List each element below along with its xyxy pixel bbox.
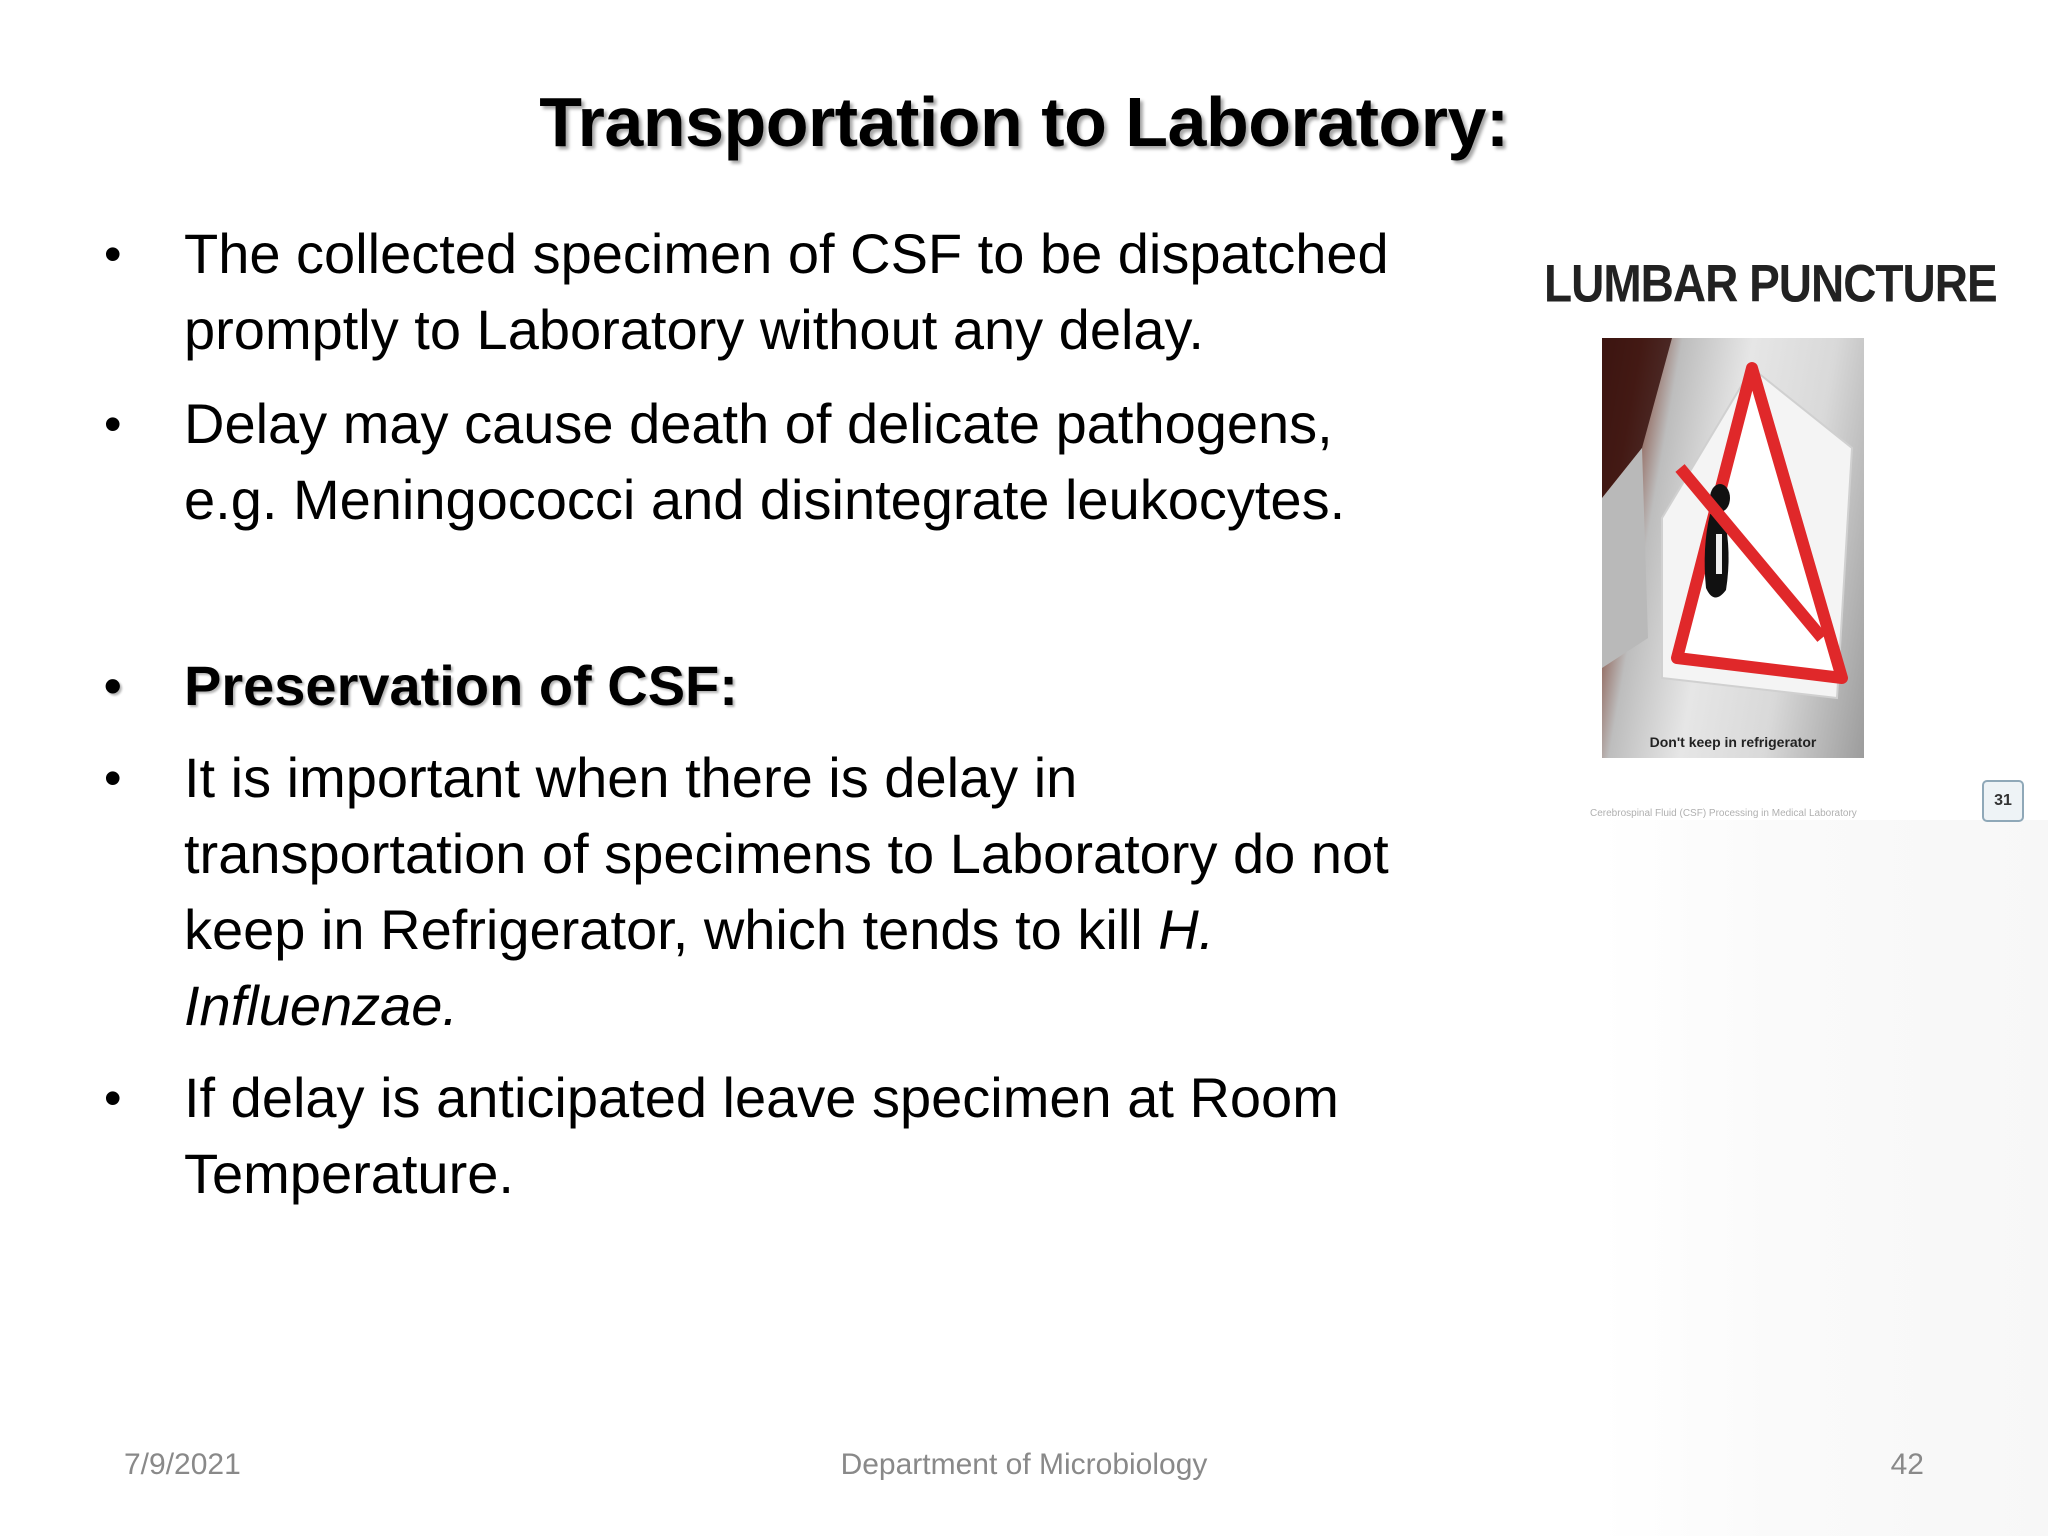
bullet-text-line: It is important when there is delay in (184, 746, 1078, 809)
bullet-marker: • (104, 750, 122, 806)
bullet-text-line (184, 892, 1484, 968)
refrigerator-warning-photo (1602, 338, 1864, 758)
lumbar-puncture-image-panel (1516, 232, 2016, 842)
bullet-text-line: Temperature. (184, 1142, 514, 1205)
bullet-text-segment: keep in Refrigerator, which tends to kill (184, 898, 1159, 961)
organism-name-genus: H. (1158, 898, 1215, 961)
bullet-text-line: If delay is anticipated leave specimen at Room (184, 1066, 1339, 1129)
bullet-item (104, 216, 1484, 368)
bullet-marker: • (104, 1070, 122, 1126)
no-refrigerator-sign-icon (1602, 338, 1864, 758)
background-shade (1600, 820, 2048, 1536)
footer-department: Department of Microbiology (840, 1448, 1208, 1481)
bullet-marker: • (104, 396, 122, 452)
bullet-marker: • (104, 658, 122, 714)
footer-page-number: 42 (1890, 1448, 1924, 1481)
photo-caption: Don't keep in refrigerator (1649, 734, 1817, 750)
bullet-text-line: e.g. Meningococci and disintegrate leukocytes. (184, 468, 1346, 531)
bullet-list (104, 216, 1484, 1212)
bullet-text-line: transportation of specimens to Laboratory do not (184, 822, 1389, 885)
organism-name-species: Influenzae. (184, 974, 458, 1037)
bullet-text-line: Delay may cause death of delicate pathogens, (184, 392, 1333, 455)
bullet-item (104, 386, 1484, 538)
bullet-item-heading (104, 648, 1484, 724)
bullet-item (104, 740, 1484, 1044)
bullet-text-line: promptly to Laboratory without any delay. (184, 298, 1204, 361)
footer-date: 7/9/2021 (124, 1448, 241, 1481)
bullet-item (104, 1060, 1484, 1212)
image-heading: LUMBAR PUNCTURE (1544, 253, 1997, 313)
bullet-text-line (184, 968, 1484, 1044)
image-source-caption: Cerebrospinal Fluid (CSF) Processing in Medical Laboratory (1590, 808, 1857, 819)
bullet-heading-text: Preservation of CSF: (184, 654, 738, 717)
bullet-marker: • (104, 226, 122, 282)
embedded-slide-number-badge: 31 (1982, 780, 2024, 822)
slide-title: Transportation to Laboratory: (539, 83, 1509, 161)
bullet-text-line: The collected specimen of CSF to be dispatched (184, 222, 1389, 285)
